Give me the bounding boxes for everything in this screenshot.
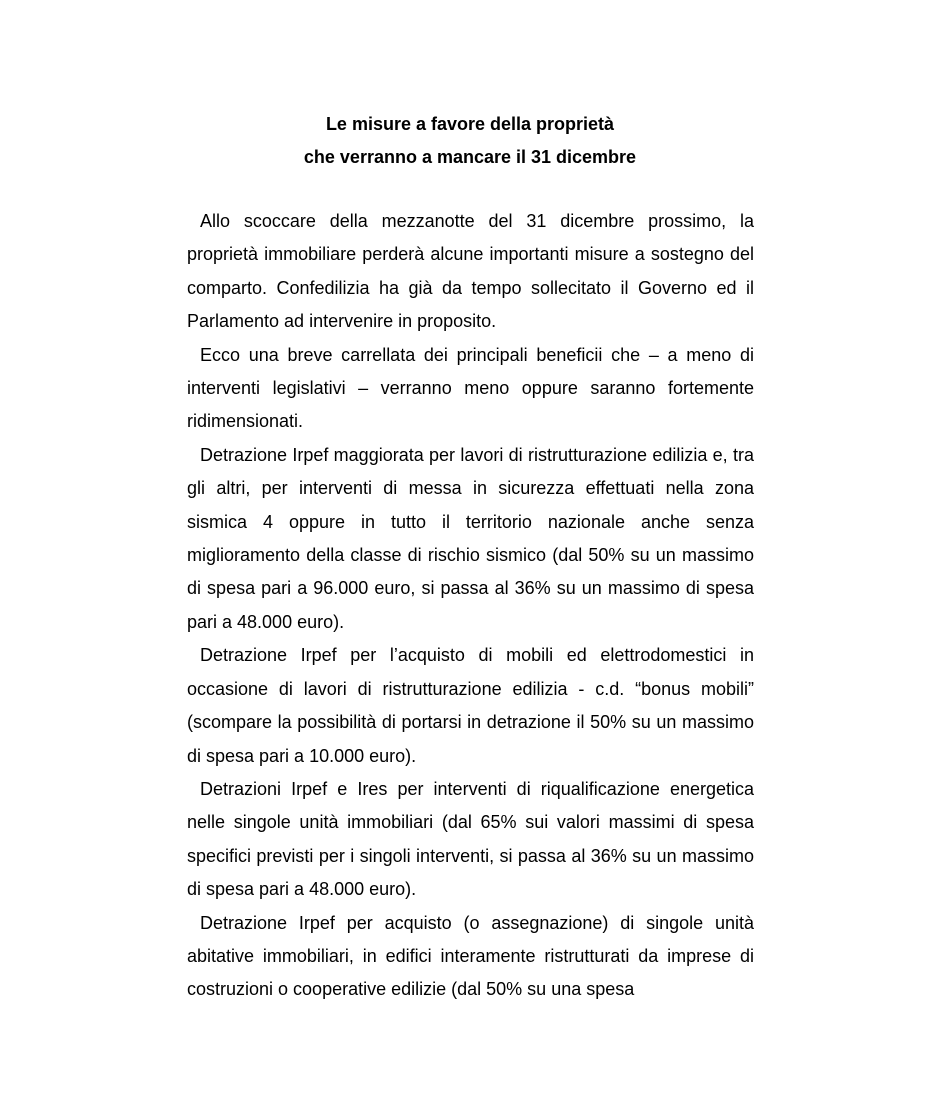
paragraph-overview: Ecco una breve carrellata dei principali beneficii che – a meno di interventi legislativi – verranno meno oppure saranno fortemente ridimensionati. [187,344,754,432]
paragraph-acquisto-unita: Detrazione Irpef per acquisto (o assegnazione) di singole unità abitative immobiliari, in edifici interamente ristrutturati da imprese di costruzioni o cooperative edilizie (dal 50% su una spesa [187,912,754,1000]
paragraph-ristrutturazione: Detrazione Irpef maggiorata per lavori di ristrutturazione edilizia e, tra gli altri, per interventi di messa in sicurezza effettuati nella zona sismica 4 oppure in tutto il territorio nazionale anche senza miglioramento della classe di rischio sismico (dal 50% su un massimo di spesa pari a 96.000 euro, si passa al 36% su un massimo di spesa pari a 48.000 euro). [187,444,754,632]
paragraph-bonus-mobili: Detrazione Irpef per l’acquisto di mobili ed elettrodomestici in occasione di lavori di ristrutturazione edilizia - c.d. “bonus mobili” (scompare la possibilità di portarsi in detrazione il 50% su un massimo di spesa pari a 10.000 euro). [187,645,754,766]
title-line-1: Le misure a favore della proprietà [325,114,615,134]
document-body [187,205,754,1007]
document-title [0,108,940,174]
title-line-2: che verranno a mancare il 31 dicembre [303,147,637,167]
paragraph-intro: Allo scoccare della mezzanotte del 31 dicembre prossimo, la proprietà immobiliare perderà alcune importanti misure a sostegno del comparto. Confedilizia ha già da tempo sollecitato il Governo ed il Parlamento ad intervenire in proposito. [187,211,754,332]
paragraph-riqualificazione-energetica: Detrazioni Irpef e Ires per interventi di riqualificazione energetica nelle singole unità immobiliari (dal 65% sui valori massimi di spesa specifici previsti per i singoli interventi, si passa al 36% su un massimo di spesa pari a 48.000 euro). [187,778,754,900]
